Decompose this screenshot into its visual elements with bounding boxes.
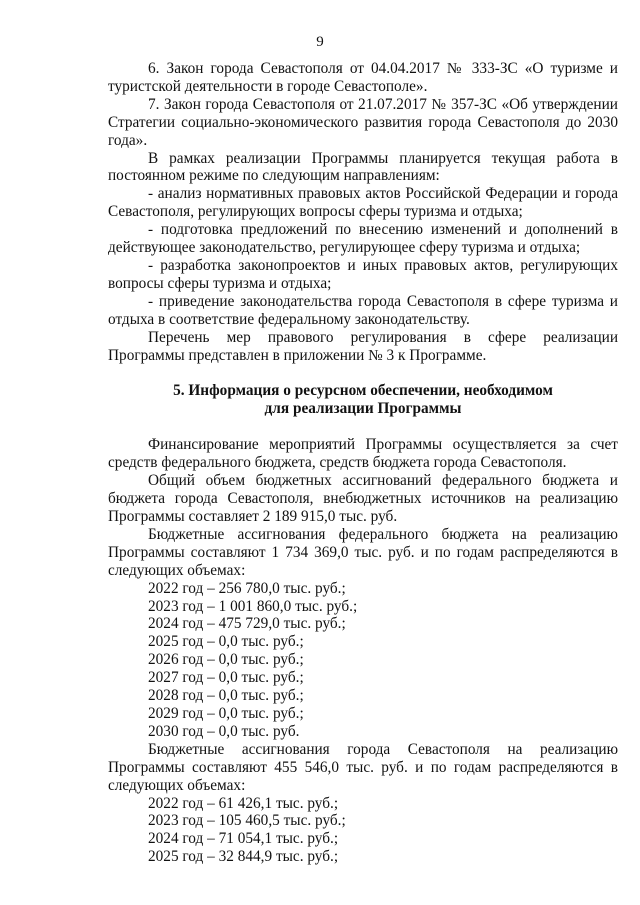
- city-year-2023: 2023 год – 105 460,5 тыс. руб.;: [148, 812, 346, 830]
- federal-year-2022: 2022 год – 256 780,0 тыс. руб.;: [148, 579, 346, 597]
- section-title: [108, 382, 618, 418]
- paragraph-federal-budget: Бюджетные ассигнования федерального бюджета на реализацию Программы составляют 1 734 369,0 тыс. руб. и по годам распределяются в следующих объемах:: [108, 525, 618, 579]
- page-number: 9: [316, 34, 324, 50]
- city-year-2024: 2024 год – 71 054,1 тыс. руб.;: [148, 830, 339, 848]
- federal-year-2030: 2030 год – 0,0 тыс. руб.: [148, 722, 300, 740]
- federal-year-2025: 2025 год – 0,0 тыс. руб.;: [148, 633, 304, 651]
- paragraph-total-volume: Общий объем бюджетных ассигнований федерального бюджета и бюджета города Севастополя, внебюджетных источников на реализацию Программы составляет 2 189 915,0 тыс. руб.: [108, 472, 618, 526]
- federal-year-2024: 2024 год – 475 729,0 тыс. руб.;: [148, 615, 346, 633]
- paragraph-funding-sources: Финансирование мероприятий Программы осуществляется за счет средств федерального бюджета, средств бюджета города Севастополя.: [108, 436, 618, 472]
- paragraph-measures-list: Перечень мер правового регулирования в сфере реализации Программы представлен в приложении № 3 к Программе.: [108, 328, 618, 364]
- paragraph-directions-intro: В рамках реализации Программы планируется текущая работа в постоянном режиме по следующим направлениям:: [108, 149, 618, 185]
- list-item-drafting: - разработка законопроектов и иных правовых актов, регулирующих вопросы сферы туризма и отдыха;: [108, 256, 618, 292]
- list-item-alignment: - приведение законодательства города Севастополя в сфере туризма и отдыха в соответствие федеральному законодательству.: [108, 292, 618, 328]
- list-item-analysis: - анализ нормативных правовых актов Российской Федерации и города Севастополя, регулирующих вопросы сферы туризма и отдыха;: [108, 185, 618, 221]
- city-year-2022: 2022 год – 61 426,1 тыс. руб.;: [148, 794, 339, 812]
- federal-year-2026: 2026 год – 0,0 тыс. руб.;: [148, 651, 304, 669]
- list-item-proposals: - подготовка предложений по внесению изменений и дополнений в действующее законодательство, регулирующее сферу туризма и отдыха;: [108, 221, 618, 257]
- paragraph-law-6: 6. Закон города Севастополя от 04.04.2017 № 333-ЗС «О туризме и туристской деятельности в городе Севастополе».: [108, 60, 618, 95]
- federal-year-2027: 2027 год – 0,0 тыс. руб.;: [148, 669, 304, 687]
- federal-year-2023: 2023 год – 1 001 860,0 тыс. руб.;: [148, 597, 358, 615]
- paragraph-city-budget: Бюджетные ассигнования города Севастополя на реализацию Программы составляют 455 546,0 тыс. руб. и по годам распределяются в следующих объемах:: [108, 740, 618, 794]
- paragraph-law-7: 7. Закон города Севастополя от 21.07.2017 № 357-ЗС «Об утверждении Стратегии социально-экономического развития города Севастополя до 2030 года».: [108, 95, 618, 149]
- section-title-line-1: 5. Информация о ресурсном обеспечении, необходимом: [173, 382, 553, 400]
- document-body: [108, 60, 618, 866]
- city-year-2025: 2025 год – 32 844,9 тыс. руб.;: [148, 848, 339, 866]
- section-title-line-2: для реализации Программы: [264, 400, 462, 418]
- federal-year-2029: 2029 год – 0,0 тыс. руб.;: [148, 705, 304, 722]
- federal-year-2028: 2028 год – 0,0 тыс. руб.;: [148, 687, 304, 705]
